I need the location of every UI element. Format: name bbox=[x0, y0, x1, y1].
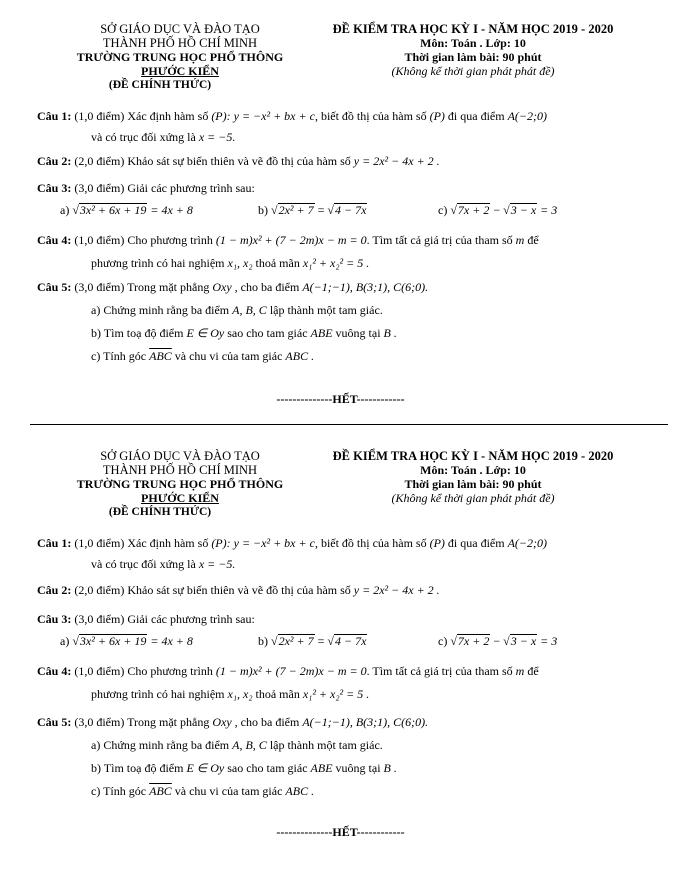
dept-name: SỞ GIÁO DỤC VÀ ĐÀO TẠO bbox=[100, 22, 260, 36]
school-name-line1: TRƯỜNG TRUNG HỌC PHỔ THÔNG bbox=[76, 50, 284, 64]
subject-line: Môn: Toán . Lớp: 10 bbox=[420, 463, 526, 477]
exam-title: ĐỀ KIỂM TRA HỌC KỲ I - NĂM HỌC 2019 - 2020 bbox=[332, 449, 614, 463]
city-name: THÀNH PHỐ HỒ CHÍ MINH bbox=[102, 463, 258, 477]
question-5c: c) Tính góc $\overline{ABC}$ và chu vi của tam giác ABC . bbox=[91, 784, 315, 798]
question-1-line2: và có trục đối xứng là x = −5. bbox=[91, 130, 236, 144]
question-5a: a) Chứng minh rằng ba điểm A, B, C lập thành một tam giác. bbox=[91, 738, 383, 752]
subject-line: Môn: Toán . Lớp: 10 bbox=[420, 36, 526, 50]
time-note: (Không kể thời gian phát phát đề) bbox=[391, 491, 555, 505]
question-5c: c) Tính góc $\overline{ABC}$ và chu vi của tam giác ABC . bbox=[91, 349, 315, 363]
question-5a: a) Chứng minh rằng ba điểm A, B, C lập thành một tam giác. bbox=[91, 303, 383, 317]
question-4-line2: phương trình có hai nghiệm x₁, x₂ thoả mãn x₁² + x₂² = 5 . bbox=[91, 687, 370, 701]
city-name: THÀNH PHỐ HỒ CHÍ MINH bbox=[102, 36, 258, 50]
question-5: Câu 5: (3,0 điểm) Trong mặt phẳng Oxy , cho ba điểm A(−1;−1), B(3;1), C(6;0). bbox=[37, 715, 429, 729]
header-left bbox=[60, 22, 300, 92]
question-2: Câu 2: (2,0 điểm) Khảo sát sự biến thiên và vẽ đồ thị của hàm số y = 2x² − 4x + 2 . bbox=[37, 583, 440, 597]
end-marker: --------------HẾT------------ bbox=[276, 392, 405, 406]
dept-name: SỞ GIÁO DỤC VÀ ĐÀO TẠO bbox=[100, 449, 260, 463]
question-5b: b) Tìm toạ độ điểm E ∈ Oy sao cho tam giác ABE vuông tại B . bbox=[91, 761, 397, 775]
question-1: Câu 1: (1,0 điểm) Xác định hàm số (P): y = −x² + bx + c, biết đồ thị của hàm số (P) đi qua điểm A(−2;0) bbox=[37, 536, 547, 550]
school-name-line2: PHƯỚC KIỂN bbox=[141, 491, 219, 505]
exam-title: ĐỀ KIỂM TRA HỌC KỲ I - NĂM HỌC 2019 - 2020 bbox=[332, 22, 614, 36]
question-1-line2: và có trục đối xứng là x = −5. bbox=[91, 557, 236, 571]
question-2: Câu 2: (2,0 điểm) Khảo sát sự biến thiên và vẽ đồ thị của hàm số y = 2x² − 4x + 2 . bbox=[37, 154, 440, 168]
question-4: Câu 4: (1,0 điểm) Cho phương trình (1 − m)x² + (7 − 2m)x − m = 0. Tìm tất cả giá trị của tham số m để bbox=[37, 664, 539, 678]
school-name-line2: PHƯỚC KIỂN bbox=[141, 64, 219, 78]
question-5b: b) Tìm toạ độ điểm E ∈ Oy sao cho tam giác ABE vuông tại B . bbox=[91, 326, 397, 340]
eq-b: b) √2x² + 7 = √4 − 7x bbox=[258, 203, 367, 217]
school-name-line1: TRƯỜNG TRUNG HỌC PHỔ THÔNG bbox=[76, 477, 284, 491]
header-left bbox=[60, 449, 300, 519]
question-4-line2: phương trình có hai nghiệm x₁, x₂ thoả mãn x₁² + x₂² = 5 . bbox=[91, 256, 370, 270]
eq-b: b) √2x² + 7 = √4 − 7x bbox=[258, 634, 367, 648]
eq-c: c) √7x + 2 − √3 − x = 3 bbox=[438, 203, 558, 217]
time-note: (Không kể thời gian phát phát đề) bbox=[391, 64, 555, 78]
question-5: Câu 5: (3,0 điểm) Trong mặt phẳng Oxy , cho ba điểm A(−1;−1), B(3;1), C(6;0). bbox=[37, 280, 429, 294]
question-4: Câu 4: (1,0 điểm) Cho phương trình (1 − m)x² + (7 − 2m)x − m = 0. Tìm tất cả giá trị của tham số m để bbox=[37, 233, 539, 247]
eq-a: a) √3x² + 6x + 19 = 4x + 8 bbox=[60, 203, 193, 217]
header-right bbox=[318, 22, 628, 78]
duration-line: Thời gian làm bài: 90 phút bbox=[404, 477, 542, 491]
eq-c: c) √7x + 2 − √3 − x = 3 bbox=[438, 634, 558, 648]
official-label: (ĐỀ CHÍNH THỨC) bbox=[108, 506, 212, 518]
question-3: Câu 3: (3,0 điểm) Giải các phương trình sau: bbox=[37, 181, 255, 195]
end-marker: --------------HẾT------------ bbox=[276, 825, 405, 839]
duration-line: Thời gian làm bài: 90 phút bbox=[404, 50, 542, 64]
eq-a: a) √3x² + 6x + 19 = 4x + 8 bbox=[60, 634, 193, 648]
header-right bbox=[318, 449, 628, 505]
official-label: (ĐỀ CHÍNH THỨC) bbox=[108, 79, 212, 91]
page-divider bbox=[30, 424, 668, 425]
question-3: Câu 3: (3,0 điểm) Giải các phương trình sau: bbox=[37, 612, 255, 626]
question-1: Câu 1: (1,0 điểm) Xác định hàm số (P): y = −x² + bx + c, biết đồ thị của hàm số (P) đi qua điểm A(−2;0) bbox=[37, 109, 547, 123]
